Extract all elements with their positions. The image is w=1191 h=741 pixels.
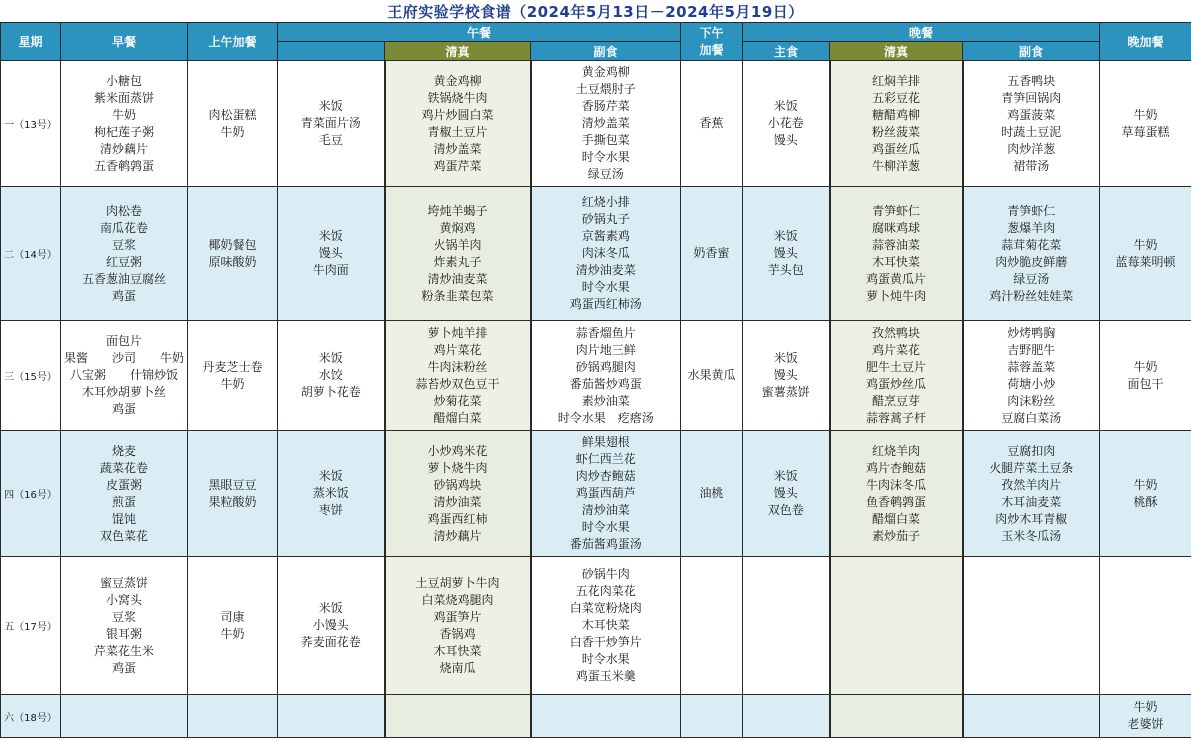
morning-snack-cell (188, 61, 278, 187)
menu-item: 素炒油菜 (581, 393, 630, 408)
menu-item: 水果黄瓜 (687, 368, 736, 382)
dinner-staple-cell (743, 321, 830, 431)
menu-item: 火腿芹菜土豆条 (989, 460, 1074, 475)
afternoon-snack-cell (681, 695, 743, 738)
menu-item: 白菜烧鸡腿肉 (421, 592, 494, 607)
menu-item: 裙带汤 (1013, 158, 1050, 173)
menu-item: 米饭 (318, 469, 343, 483)
breakfast-cell (61, 431, 188, 557)
menu-item: 萝卜烧牛肉 (427, 460, 488, 475)
header-dinner-halal: 清真 (830, 42, 963, 61)
menu-item: 鱼香鹌鹑蛋 (866, 494, 927, 509)
menu-row (1, 557, 1191, 695)
menu-item: 腐咪鸡球 (872, 220, 921, 235)
menu-item: 鸡蛋 (111, 660, 136, 675)
menu-item: 银耳粥 (105, 626, 142, 641)
menu-item: 肉沫冬瓜 (581, 246, 630, 260)
dinner-halal-cell (830, 187, 963, 321)
menu-item: 青笋虾仁 (1007, 203, 1056, 218)
menu-item: 牛奶 (1133, 477, 1158, 492)
menu-item: 牛肉沫冬瓜 (866, 477, 927, 492)
menu-item: 清炒油菜 (581, 503, 630, 517)
menu-item: 司康 (220, 609, 245, 624)
menu-item: 吉野肥牛 (1007, 342, 1056, 357)
menu-item: 椰奶餐包 (208, 237, 257, 252)
dinner-halal-cell (830, 557, 963, 695)
menu-item: 牛奶 (111, 107, 136, 122)
lunch-halal-cell (385, 431, 531, 557)
menu-item: 豆腐扣肉 (1007, 443, 1056, 458)
dinner-halal-cell (830, 61, 963, 187)
menu-item: 豆腐白菜汤 (1001, 410, 1062, 425)
dinner-side-cell (963, 321, 1100, 431)
lunch-side-cell (531, 557, 681, 695)
menu-item: 清炒油麦菜 (575, 263, 636, 277)
morning-snack-cell (188, 557, 278, 695)
menu-item: 牛肉沫粉丝 (427, 359, 488, 374)
lunch-halal-cell (385, 187, 531, 321)
menu-item: 鸡蛋 (111, 402, 136, 416)
menu-item: 牛肉面 (312, 263, 349, 277)
menu-item: 煎蛋 (111, 494, 136, 509)
menu-item: 砂锅牛肉 (581, 567, 630, 581)
menu-item: 土豆胡萝卜牛肉 (415, 575, 500, 590)
breakfast-cell (61, 557, 188, 695)
dinner-staple-cell (743, 187, 830, 321)
menu-item: 虾仁西兰花 (575, 452, 636, 466)
menu-item: 蜜薯蒸饼 (761, 385, 810, 399)
lunch-staple-cell (278, 61, 385, 187)
dinner-staple-cell (743, 695, 830, 738)
menu-item: 香蕉 (699, 116, 724, 130)
menu-item: 清炒藕片 (99, 141, 148, 156)
menu-item: 香锅鸡 (439, 626, 476, 641)
menu-item: 青笋虾仁 (872, 203, 921, 218)
menu-item: 枣饼 (318, 503, 343, 517)
afternoon-snack-cell (681, 431, 743, 557)
menu-item: 红焖羊排 (872, 73, 921, 88)
afternoon-snack-cell (681, 557, 743, 695)
header-lunch-side: 副食 (531, 42, 681, 61)
menu-item: 鸡蛋炒丝瓜 (866, 376, 927, 391)
menu-item: 肉炒木耳青椒 (995, 511, 1068, 526)
lunch-side-cell (531, 321, 681, 431)
breakfast-cell (61, 321, 188, 431)
menu-item: 鸡蛋玉米羹 (575, 669, 636, 683)
menu-item: 鸡蛋丝瓜 (872, 141, 921, 156)
menu-item: 萝卜炖牛肉 (866, 288, 927, 303)
menu-item: 木耳炒胡萝卜丝 (81, 385, 166, 399)
menu-item: 鸡蛋西红柿 (427, 511, 488, 526)
night-snack-cell (1100, 321, 1191, 431)
menu-item: 蒜蓉油菜 (872, 237, 921, 252)
night-snack-cell (1100, 557, 1191, 695)
lunch-halal-cell (385, 695, 531, 738)
menu-item: 蓝莓莱明顿 (1115, 254, 1176, 269)
menu-item: 青菜面片汤 (300, 116, 361, 130)
header-night-snack: 晚加餐 (1100, 23, 1191, 61)
menu-item: 清炒盖菜 (581, 116, 630, 130)
menu-item: 红烧小排 (581, 195, 630, 209)
menu-item: 牛柳洋葱 (872, 158, 921, 173)
lunch-side-cell (531, 187, 681, 321)
menu-item: 米饭 (773, 351, 798, 365)
menu-item: 鲜果翅根 (581, 435, 630, 449)
lunch-halal-cell (385, 557, 531, 695)
dinner-side-cell (963, 61, 1100, 187)
menu-item: 香肠芹菜 (581, 99, 630, 113)
menu-item: 炒菊花菜 (433, 393, 482, 408)
menu-item: 蜜豆蒸饼 (99, 575, 148, 590)
menu-item: 炒烤鸭胸 (1007, 325, 1056, 340)
menu-item: 清炒油菜 (433, 494, 482, 509)
page-title: 王府实验学校食谱（2024年5月13日－2024年5月19日） (387, 3, 804, 21)
menu-item: 果酱 沙司 牛奶 (63, 351, 184, 365)
menu-item: 牛奶 (1133, 359, 1158, 374)
menu-item: 馄饨 (111, 511, 136, 526)
morning-snack-cell (188, 695, 278, 738)
menu-item: 原味酸奶 (208, 254, 257, 269)
night-snack-cell (1100, 431, 1191, 557)
menu-item: 粉丝菠菜 (872, 124, 921, 139)
header-dinner-side: 副食 (963, 42, 1100, 61)
menu-item: 馒头 (773, 368, 798, 382)
lunch-staple-cell (278, 695, 385, 738)
menu-item: 五香鸭块 (1007, 73, 1056, 88)
menu-item: 牛奶 (1133, 107, 1158, 122)
menu-item: 芋头包 (767, 263, 804, 277)
morning-snack-cell (188, 321, 278, 431)
menu-item: 砂锅丸子 (581, 212, 630, 226)
header-lunch-staple (278, 42, 385, 61)
menu-item: 铁锅烧牛肉 (427, 90, 488, 105)
menu-item: 时令水果 疙瘩汤 (557, 410, 654, 425)
menu-item: 青笋回锅肉 (1001, 90, 1062, 105)
menu-item: 奶香蜜 (693, 246, 730, 260)
menu-item: 鸡蛋黄瓜片 (866, 271, 927, 286)
menu-item: 牛奶 (1133, 237, 1158, 252)
menu-item: 蒜蓉蒿子杆 (866, 410, 927, 425)
menu-item: 肉炒脆皮鲜蘑 (995, 254, 1068, 269)
header-dinner: 晚餐 (743, 23, 1100, 42)
menu-item: 荞麦面花卷 (300, 635, 361, 649)
menu-item: 红烧羊肉 (872, 443, 921, 458)
menu-item: 葱爆羊肉 (1007, 220, 1056, 235)
menu-item: 面包干 (1127, 376, 1164, 391)
dinner-staple-cell (743, 431, 830, 557)
menu-item: 豆浆 (111, 609, 136, 624)
menu-item: 荷塘小炒 (1007, 376, 1056, 391)
menu-item: 孜然鸭块 (872, 325, 921, 340)
afternoon-snack-cell (681, 321, 743, 431)
menu-item: 南瓜花卷 (99, 220, 148, 235)
menu-item: 萝卜炖羊排 (427, 325, 488, 340)
menu-item: 牛奶 (220, 124, 245, 139)
header-week: 星期 (1, 23, 61, 61)
menu-item: 白菜宽粉烧肉 (569, 601, 642, 615)
menu-item: 醋熘白菜 (872, 511, 921, 526)
menu-item: 馒头 (773, 246, 798, 260)
menu-item: 青椒土豆片 (427, 124, 488, 139)
menu-item: 毛豆 (318, 133, 343, 147)
menu-item: 油桃 (699, 486, 724, 500)
menu-item: 砂锅鸡腿肉 (575, 359, 636, 374)
menu-item: 蒜茸菊花菜 (1001, 237, 1062, 252)
menu-item: 醋熘白菜 (433, 410, 482, 425)
menu-item: 木耳快菜 (872, 254, 921, 269)
menu-item: 黄金鸡柳 (581, 65, 630, 79)
menu-item: 牛奶 (1133, 700, 1158, 714)
menu-item: 小糖包 (105, 73, 142, 88)
menu-item: 米饭 (318, 601, 343, 615)
menu-item: 鸡蛋笋片 (433, 609, 482, 624)
dinner-side-cell (963, 431, 1100, 557)
menu-item: 肉炒杏鲍菇 (575, 469, 636, 483)
night-snack-cell (1100, 695, 1191, 738)
day-label: 四（16号） (1, 431, 61, 557)
morning-snack-cell (188, 431, 278, 557)
header-morning-snack: 上午加餐 (188, 23, 278, 61)
dinner-halal-cell (830, 321, 963, 431)
menu-item: 蔬菜花卷 (99, 460, 148, 475)
menu-row (1, 321, 1191, 431)
menu-item: 米饭 (773, 229, 798, 243)
lunch-halal-cell (385, 321, 531, 431)
lunch-staple-cell (278, 431, 385, 557)
menu-item: 番茄酱炒鸡蛋 (569, 376, 642, 391)
lunch-side-cell (531, 695, 681, 738)
menu-item: 素炒茄子 (872, 528, 921, 543)
menu-item: 玉米冬瓜汤 (1001, 528, 1062, 543)
menu-item: 木耳快菜 (581, 618, 630, 632)
menu-item: 鸡蛋西红柿汤 (569, 297, 642, 311)
breakfast-cell (61, 187, 188, 321)
menu-item: 米饭 (318, 229, 343, 243)
menu-item: 粉条韭菜包菜 (421, 288, 494, 303)
menu-item: 小花卷 (767, 116, 804, 130)
dinner-side-cell (963, 695, 1100, 738)
day-label: 二（14号） (1, 187, 61, 321)
menu-item: 黄焖鸡 (439, 220, 476, 235)
menu-item: 醋烹豆芽 (872, 393, 921, 408)
dinner-halal-cell (830, 695, 963, 738)
menu-item: 清炒盖菜 (433, 141, 482, 156)
menu-item: 肉沫粉丝 (1007, 393, 1056, 408)
menu-item: 炸素丸子 (433, 254, 482, 269)
night-snack-cell (1100, 187, 1191, 321)
menu-item: 清炒油麦菜 (427, 271, 488, 286)
menu-item: 火锅羊肉 (433, 237, 482, 252)
menu-item: 孜然羊肉片 (1001, 477, 1062, 492)
menu-item: 时令水果 (581, 280, 630, 294)
menu-item: 牛奶 (220, 376, 245, 391)
menu-item: 烧麦 (111, 443, 136, 458)
afternoon-snack-cell (681, 61, 743, 187)
menu-item: 米饭 (318, 99, 343, 113)
menu-item: 枸杞莲子粥 (93, 124, 154, 139)
menu-item: 五香葱油豆腐丝 (81, 271, 166, 286)
menu-item: 手撕包菜 (581, 133, 630, 147)
menu-item: 小馒头 (312, 618, 349, 632)
menu-item: 老婆饼 (1127, 717, 1164, 731)
menu-item: 牛奶 (220, 626, 245, 641)
menu-item: 鸡片菜花 (872, 342, 921, 357)
menu-item: 米饭 (773, 469, 798, 483)
menu-item: 草莓蛋糕 (1121, 124, 1170, 139)
menu-item: 时蔬土豆泥 (1001, 124, 1062, 139)
menu-item: 馒头 (773, 486, 798, 500)
menu-item: 蒜香熘鱼片 (575, 325, 636, 340)
menu-row (1, 187, 1191, 321)
menu-item: 木耳油麦菜 (1001, 494, 1062, 509)
menu-item: 鸡片炒圆白菜 (421, 107, 494, 122)
menu-item: 鸡蛋 (111, 288, 136, 303)
menu-item: 皮蛋粥 (105, 477, 142, 492)
menu-item: 五花肉菜花 (575, 584, 636, 598)
menu-item: 肉炒洋葱 (1007, 141, 1056, 156)
menu-item: 鸡蛋芹菜 (433, 158, 482, 173)
menu-item: 肉松卷 (105, 203, 142, 218)
menu-item: 双色菜花 (99, 528, 148, 543)
menu-row (1, 431, 1191, 557)
menu-item: 垮炖羊蝎子 (427, 203, 488, 218)
menu-item: 小炒鸡米花 (427, 443, 488, 458)
menu-item: 双色卷 (767, 503, 804, 517)
lunch-staple-cell (278, 187, 385, 321)
menu-item: 鸡片菜花 (433, 342, 482, 357)
menu-body (1, 61, 1191, 738)
breakfast-cell (61, 695, 188, 738)
menu-item: 桃酥 (1133, 494, 1158, 509)
menu-item: 五彩豆花 (872, 90, 921, 105)
menu-item: 番茄酱鸡蛋汤 (569, 537, 642, 551)
menu-item: 豆浆 (111, 237, 136, 252)
lunch-staple-cell (278, 321, 385, 431)
menu-table (0, 22, 1191, 738)
menu-item: 京酱素鸡 (581, 229, 630, 243)
lunch-halal-cell (385, 61, 531, 187)
header-dinner-staple: 主食 (743, 42, 830, 61)
header-afternoon-snack: 下午 加餐 (681, 23, 743, 61)
menu-item: 鸡片杏鲍菇 (866, 460, 927, 475)
menu-item: 芹菜花生米 (93, 643, 154, 658)
menu-item: 鸡蛋西葫芦 (575, 486, 636, 500)
lunch-side-cell (531, 61, 681, 187)
day-label: 三（15号） (1, 321, 61, 431)
dinner-halal-cell (830, 431, 963, 557)
menu-item: 蒜苔炒双色豆干 (415, 376, 500, 391)
menu-item: 糖醋鸡柳 (872, 107, 921, 122)
menu-item: 水饺 (318, 368, 343, 382)
menu-item: 紫米面蒸饼 (93, 90, 154, 105)
dinner-staple-cell (743, 557, 830, 695)
menu-item: 小窝头 (105, 592, 142, 607)
menu-item: 鸡蛋菠菜 (1007, 107, 1056, 122)
menu-item: 馒头 (773, 133, 798, 147)
menu-item: 鸡汁粉丝娃娃菜 (989, 288, 1074, 303)
menu-item: 木耳快菜 (433, 643, 482, 658)
day-label: 一（13号） (1, 61, 61, 187)
menu-item: 蒜蓉盖菜 (1007, 359, 1056, 374)
morning-snack-cell (188, 187, 278, 321)
header-lunch: 午餐 (278, 23, 681, 42)
menu-item: 烧南瓜 (439, 660, 476, 675)
menu-item: 肥牛土豆片 (866, 359, 927, 374)
menu-item: 时令水果 (581, 520, 630, 534)
menu-item: 时令水果 (581, 652, 630, 666)
menu-item: 丹麦芝士卷 (202, 359, 263, 374)
night-snack-cell (1100, 61, 1191, 187)
lunch-staple-cell (278, 557, 385, 695)
menu-item: 八宝粥 什锦炒饭 (69, 368, 178, 382)
menu-item: 蒸米饭 (312, 486, 349, 500)
menu-item: 绿豆汤 (587, 167, 624, 181)
menu-item: 米饭 (318, 351, 343, 365)
menu-item: 米饭 (773, 99, 798, 113)
menu-item: 土豆煨肘子 (575, 82, 636, 96)
afternoon-snack-cell (681, 187, 743, 321)
menu-item: 肉片地三鲜 (575, 342, 636, 357)
day-label: 五（17号） (1, 557, 61, 695)
dinner-staple-cell (743, 61, 830, 187)
menu-row (1, 695, 1191, 738)
menu-item: 馒头 (318, 246, 343, 260)
menu-item: 清炒藕片 (433, 528, 482, 543)
dinner-side-cell (963, 557, 1100, 695)
menu-item: 红豆粥 (105, 254, 142, 269)
lunch-side-cell (531, 431, 681, 557)
menu-item: 果粒酸奶 (208, 494, 257, 509)
menu-item: 五香鹌鹑蛋 (93, 158, 154, 173)
menu-item: 白香干炒笋片 (569, 635, 642, 649)
menu-item: 肉松蛋糕 (208, 107, 257, 122)
menu-row (1, 61, 1191, 187)
menu-item: 胡萝卜花卷 (300, 385, 361, 399)
day-label: 六（18号） (1, 695, 61, 738)
menu-item: 面包片 (105, 334, 142, 348)
menu-item: 黑眼豆豆 (208, 477, 257, 492)
menu-item: 时令水果 (581, 150, 630, 164)
menu-item: 黄金鸡柳 (433, 73, 482, 88)
menu-item: 绿豆汤 (1013, 271, 1050, 286)
dinner-side-cell (963, 187, 1100, 321)
header-lunch-halal: 清真 (385, 42, 531, 61)
menu-item: 砂锅鸡块 (433, 477, 482, 492)
header-breakfast: 早餐 (61, 23, 188, 61)
breakfast-cell (61, 61, 188, 187)
